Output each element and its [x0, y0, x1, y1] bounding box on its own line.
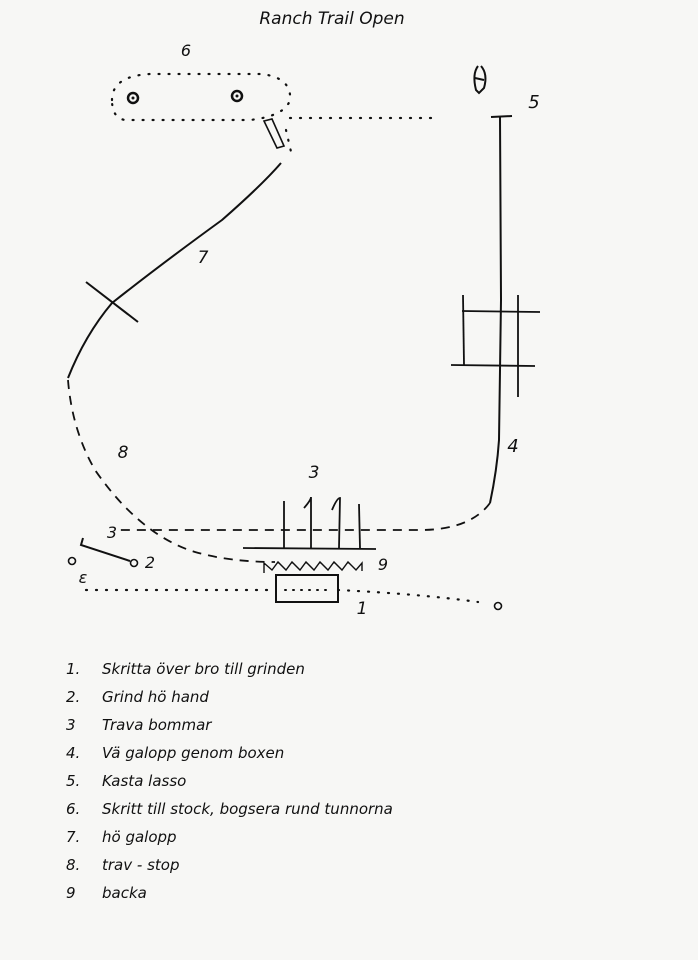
legend-item: 6. Skritt till stock, bogsera rund tunnorna — [66, 800, 393, 818]
legend-item: 4. Vä galopp genom boxen — [66, 744, 285, 762]
marker-2: 2 — [144, 553, 156, 572]
marker-8: 8 — [117, 443, 129, 463]
bridge-obstacle — [276, 575, 338, 602]
marker-e: ε — [78, 568, 88, 587]
dots-near-log — [286, 130, 292, 156]
legend-item: 8. trav - stop — [66, 856, 180, 874]
box-obstacle — [451, 295, 540, 397]
legend-item: 2. Grind hö hand — [66, 688, 209, 706]
legend-item: 3 Trava bommar — [66, 716, 212, 734]
lope-path-right-lead — [68, 163, 281, 378]
lope-path-left-lead — [490, 117, 501, 503]
marker-5: 5 — [528, 92, 540, 113]
gate-post-icon — [69, 558, 76, 565]
legend-item: 9 backa — [66, 884, 147, 902]
start-tick — [491, 116, 512, 117]
legend-item: 5. Kasta lasso — [66, 772, 187, 790]
marker-1: 1 — [356, 599, 368, 619]
marker-6: 6 — [180, 41, 192, 60]
marker-7: 7 — [197, 248, 209, 268]
obstacle-legend — [66, 655, 393, 907]
backing-zigzag — [264, 562, 362, 573]
marker-4: 4 — [507, 436, 519, 457]
gate-post-icon — [131, 560, 138, 567]
trot-poles — [243, 497, 376, 549]
marker-9: 9 — [377, 555, 389, 574]
marker-3-poles: 3 — [308, 463, 320, 483]
end-marker-icon — [495, 603, 502, 610]
page-title: Ranch Trail Open — [259, 9, 405, 29]
gate-icon — [81, 538, 130, 561]
legend-item: 1. Skritta över bro till grinden — [66, 660, 305, 678]
bottom-dotted-line — [86, 590, 478, 602]
legend-item: 7. hö galopp — [66, 828, 177, 846]
marker-3-start: 3 — [106, 523, 118, 542]
lasso-target-icon — [474, 66, 485, 93]
trot-stop-path-dashed — [68, 380, 275, 562]
log-icon — [264, 119, 284, 148]
